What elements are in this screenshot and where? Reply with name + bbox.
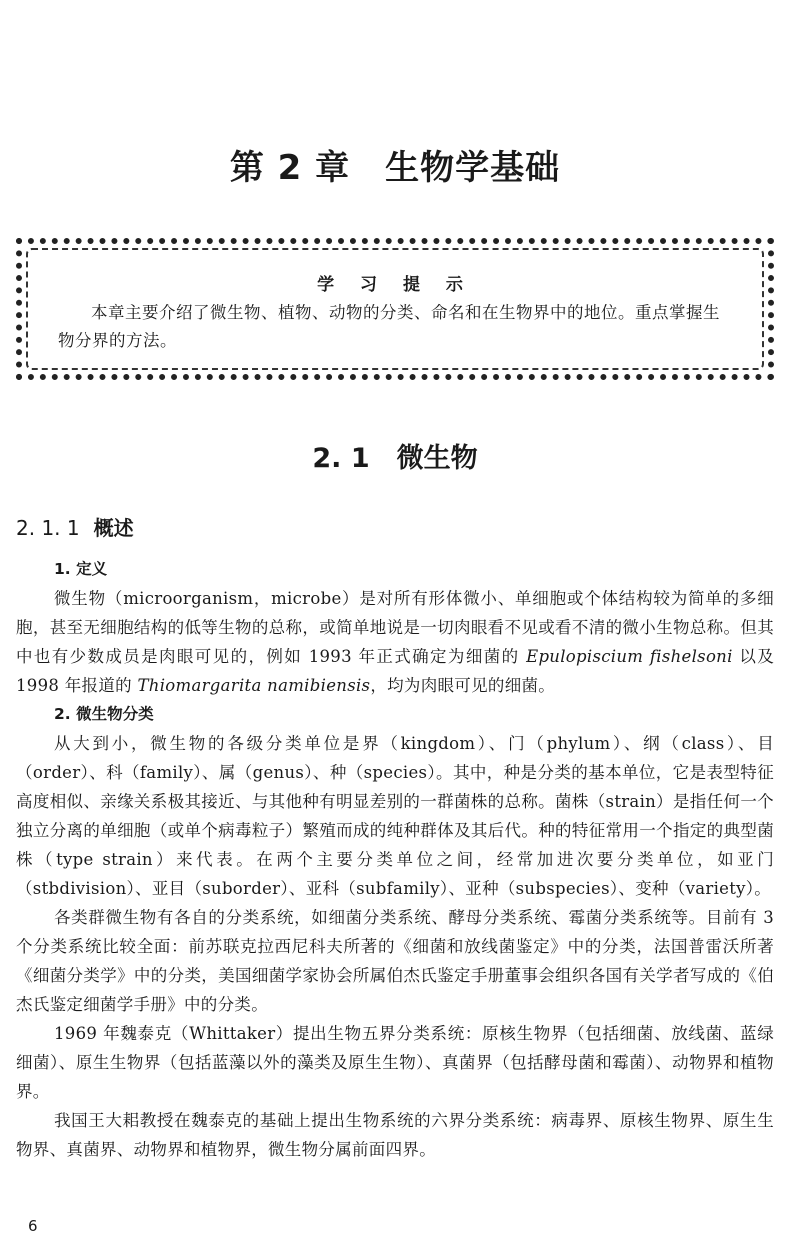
section-title: 2. 1 微生物 xyxy=(312,443,478,474)
species-name-epulopiscium: Epulopiscium fishelsoni xyxy=(526,647,733,666)
definition-text-b: 以及 1998 年报道的 xyxy=(16,647,774,695)
classification-paragraph: 从大到小，微生物的各级分类单位是界（kingdom）、门（phylum）、纲（class）、目（order）、科（family）、属（genus）、种（species）。其中，种是分类的基本单位，它是表型特征高度相似、亲缘关系极其接近、与其他种有明显差别的一群菌株的总称。菌株（strain）是指任何一个独立分离的单细胞（或单个病毒粒子）繁殖而成的纯种群体及其后代。种的特征常用一个指定的典型菌株（type strain）来代表。在两个主要分类单位之间，经常加进次要分类单位，如亚门（stbdivision）、亚目（suborder）、亚科（subfamily）、亚种（subspecies）、变种（variety）。 xyxy=(16,734,774,898)
subsection-title xyxy=(16,512,134,541)
item-heading-classification: 2. 微生物分类 xyxy=(54,705,154,723)
study-tip-heading: 学 习 提 示 xyxy=(317,275,473,295)
classification-paragraph: 我国王大耜教授在魏泰克的基础上提出生物系统的六界分类系统：病毒界、原核生物界、原生生物界、真菌界、动物界和植物界，微生物分属前面四界。 xyxy=(16,1111,774,1159)
chapter-title: 第 2 章 生物学基础 xyxy=(229,148,561,188)
study-tip-text: 本章主要介绍了微生物、植物、动物的分类、命名和在生物界中的地位。重点掌握生物分界的方法。 xyxy=(58,303,720,350)
definition-paragraph xyxy=(16,584,774,700)
definition-text-a: 微生物（microorganism，microbe）是对所有形体微小、单细胞或个体结构较为简单的多细胞，甚至无细胞结构的低等生物的总称，或简单地说是一切肉眼看不见或看不清的微小生物总称。但其中也有少数成员是肉眼可见的，例如 1993 年正式确定为细菌的 xyxy=(16,589,774,666)
body-content xyxy=(16,555,774,1164)
study-tip-box xyxy=(16,238,774,380)
definition-text-c: ，均为肉眼可见的细菌。 xyxy=(370,676,556,695)
classification-paragraph: 1969 年魏泰克（Whittaker）提出生物五界分类系统：原核生物界（包括细菌、放线菌、蓝绿细菌）、原生生物界（包括蓝藻以外的藻类及原生生物）、真菌界（包括酵母菌和霉菌）、动物界和植物界。 xyxy=(16,1024,774,1101)
page-number: 6 xyxy=(28,1217,38,1235)
item-heading-definition: 1. 定义 xyxy=(54,560,108,578)
classification-paragraph: 各类群微生物有各自的分类系统，如细菌分类系统、酵母分类系统、霉菌分类系统等。目前有 3 个分类系统比较全面：前苏联克拉西尼科夫所著的《细菌和放线菌鉴定》中的分类，法国普雷沃所著《细菌分类学》中的分类，美国细菌学家协会所属伯杰氏鉴定手册董事会组织各国有关学者写成的《伯杰氏鉴定细菌学手册》中的分类。 xyxy=(16,908,774,1014)
species-name-thiomargarita: Thiomargarita namibiensis xyxy=(137,676,371,695)
subsection-number: 2. 1. 1 xyxy=(16,516,80,540)
subsection-label: 概述 xyxy=(93,516,134,540)
